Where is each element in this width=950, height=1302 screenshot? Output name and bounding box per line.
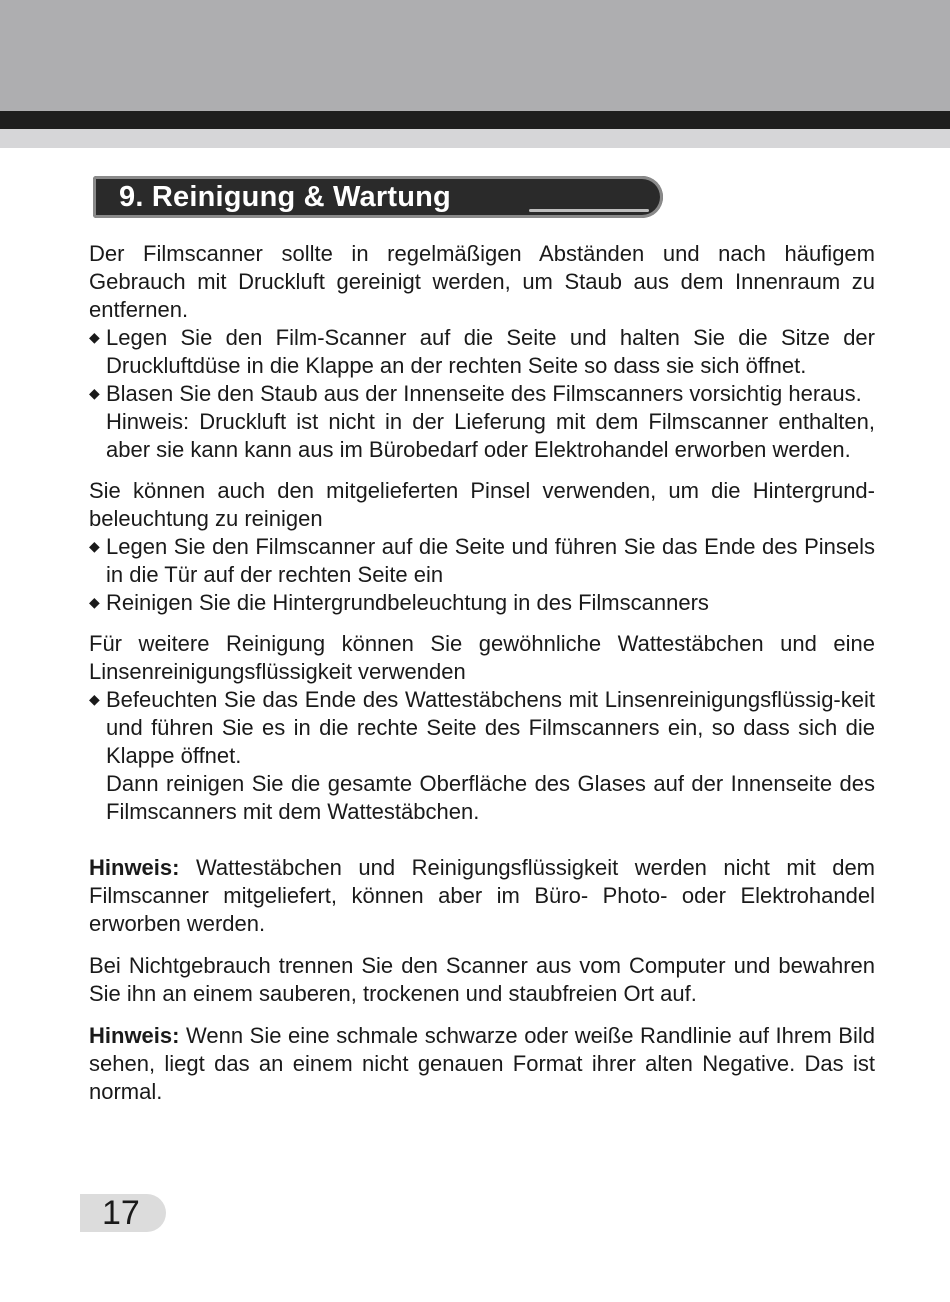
section-title-tab: [93, 176, 663, 218]
bullet-note: Hinweis: Druckluft ist nicht in der Lieferung mit dem Filmscanner enthalten, aber sie kann kann aus im Bürobedarf oder Elektrohandel erworben werden.: [106, 409, 875, 462]
section-title: 9. Reinigung & Wartung: [119, 181, 451, 213]
page-content: [89, 240, 875, 1106]
diamond-bullet-icon: ◆: [89, 691, 100, 707]
brush-paragraph: Sie können auch den mitgelieferten Pinsel verwenden, um die Hintergrund-beleuchtung zu reinigen: [89, 478, 875, 531]
bullet-item: [89, 324, 875, 380]
note-paragraph: [89, 1022, 875, 1106]
storage-paragraph: Bei Nichtgebrauch trennen Sie den Scanner aus vom Computer und bewahren Sie ihn an einem sauberen, trockenen und staubfreien Ort auf.: [89, 953, 875, 1006]
page-number: 17: [102, 1194, 140, 1232]
diamond-bullet-icon: ◆: [89, 385, 100, 401]
cotton-swab-paragraph: Für weitere Reinigung können Sie gewöhnliche Wattestäbchen und eine Linsenreinigungsflüssigkeit verwenden: [89, 631, 875, 684]
note-label: Hinweis:: [89, 855, 180, 880]
bullet-text: Legen Sie den Film-Scanner auf die Seite und halten Sie die Sitze der Druckluftdüse in die Klappe an der rechten Seite so dass sie sich öffnet.: [106, 325, 875, 378]
diamond-bullet-icon: ◆: [89, 538, 100, 554]
bullet-item: [89, 686, 875, 770]
note-label: Hinweis:: [89, 1023, 180, 1048]
diamond-bullet-icon: ◆: [89, 329, 100, 345]
bullet-text: Legen Sie den Filmscanner auf die Seite und führen Sie das Ende des Pinsels in die Tür auf der rechten Seite ein: [106, 534, 875, 587]
bullet-item: [89, 589, 875, 617]
diamond-bullet-icon: ◆: [89, 594, 100, 610]
intro-paragraph: Der Filmscanner sollte in regelmäßigen Abständen und nach häufigem Gebrauch mit Druckluft gereinigt werden, um Staub aus dem Innenraum zu entfernen.: [89, 241, 875, 322]
note-text: Wattestäbchen und Reinigungsflüssigkeit werden nicht mit dem Filmscanner mitgeliefert, können aber im Büro- Photo- oder Elektrohandel erworben werden.: [89, 855, 875, 936]
page-number-badge: [80, 1194, 166, 1232]
note-paragraph: [89, 854, 875, 938]
bullet-text: Befeuchten Sie das Ende des Wattestäbchens mit Linsenreinigungsflüssig-keit und führen Sie es in die rechte Seite des Filmscanners ein, so dass sich die Klappe öffnet.: [106, 687, 875, 768]
bullet-item: [89, 380, 875, 408]
header-band: [0, 0, 950, 111]
header-subband: [0, 129, 950, 148]
bullet-note: Dann reinigen Sie die gesamte Oberfläche des Glases auf der Innenseite des Filmscanners mit dem Wattestäbchen.: [106, 771, 875, 824]
note-text: Wenn Sie eine schmale schwarze oder weiße Randlinie auf Ihrem Bild sehen, liegt das an einem nicht genauen Format ihrer alten Negative. Das ist normal.: [89, 1023, 875, 1104]
header-rule: [0, 111, 950, 129]
bullet-item: [89, 533, 875, 589]
bullet-text: Reinigen Sie die Hintergrundbeleuchtung in des Filmscanners: [106, 590, 709, 615]
bullet-text: Blasen Sie den Staub aus der Innenseite des Filmscanners vorsichtig heraus.: [106, 381, 862, 406]
